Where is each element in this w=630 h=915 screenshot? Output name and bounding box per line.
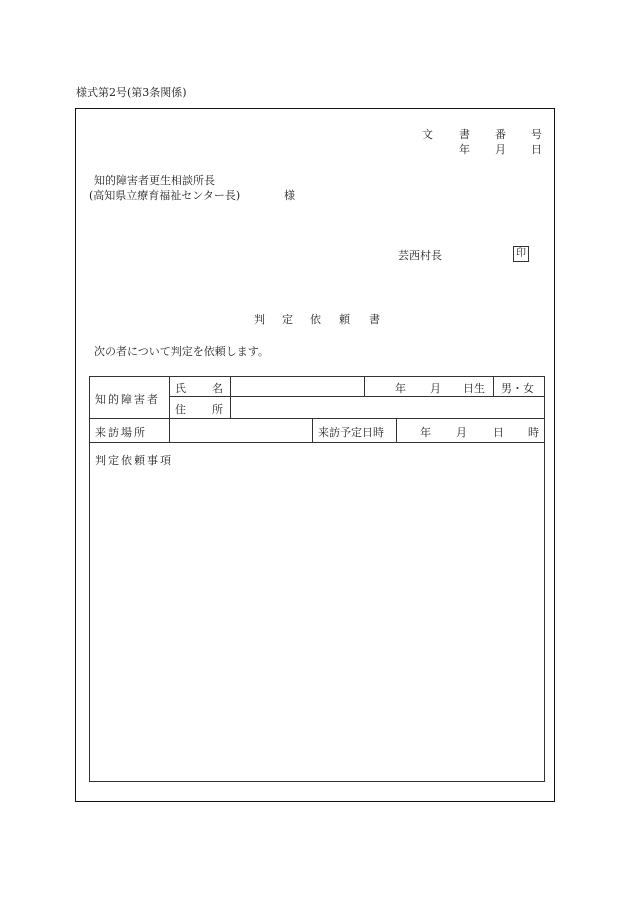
birth-month: 月: [430, 382, 441, 395]
title-char-1: 判: [254, 313, 265, 326]
rule-name-address: [169, 396, 545, 397]
doc-number-char-1: 文: [422, 128, 433, 141]
address-label-char-2: 所: [212, 403, 223, 416]
visit-place-label: 来訪場所: [95, 426, 147, 439]
addressee-line-2: (高知県立療育福祉センター長): [89, 189, 241, 202]
col-rule-4: [493, 376, 494, 396]
birth-year: 年: [395, 382, 406, 395]
birth-day: 日生: [463, 382, 485, 395]
visit-hour: 時: [528, 426, 539, 439]
rule-visit-request: [89, 442, 545, 443]
intro-text: 次の者について判定を依頼します。: [94, 345, 269, 358]
form-number-label: 様式第2号(第3条関係): [76, 86, 187, 99]
addressee-line-1: 知的障害者更生相談所長: [94, 174, 215, 187]
date-day: 日: [531, 143, 542, 156]
date-month: 月: [495, 143, 506, 156]
name-label-char-1: 氏: [175, 382, 186, 395]
name-label-char-2: 名: [212, 382, 223, 395]
title-char-4: 頼: [339, 313, 350, 326]
sender-name: 芸西村長: [398, 249, 442, 262]
doc-number-char-3: 番: [495, 128, 506, 141]
title-char-5: 書: [369, 313, 380, 326]
visit-month: 月: [456, 426, 467, 439]
date-year: 年: [459, 143, 470, 156]
col-rule-1: [169, 376, 170, 442]
col-rule-2: [230, 376, 231, 418]
person-label: 知的障害者: [95, 393, 160, 406]
address-label-char-1: 住: [175, 403, 186, 416]
seal-mark: 印: [513, 246, 529, 262]
visit-date-label: 来訪予定日時: [318, 426, 384, 439]
gender-options: 男・女: [501, 382, 534, 395]
col-rule-5: [312, 418, 313, 442]
request-label: 判定依頼事項: [95, 454, 173, 467]
title-char-3: 依: [310, 313, 321, 326]
request-table: [89, 376, 545, 782]
col-rule-6: [396, 418, 397, 442]
title-char-2: 定: [282, 313, 293, 326]
doc-number-char-4: 号: [531, 128, 542, 141]
rule-person-visit: [89, 418, 545, 419]
addressee-honorific: 様: [284, 189, 295, 202]
visit-year: 年: [420, 426, 431, 439]
col-rule-3: [364, 376, 365, 396]
doc-number-char-2: 書: [459, 128, 470, 141]
visit-day: 日: [493, 426, 504, 439]
